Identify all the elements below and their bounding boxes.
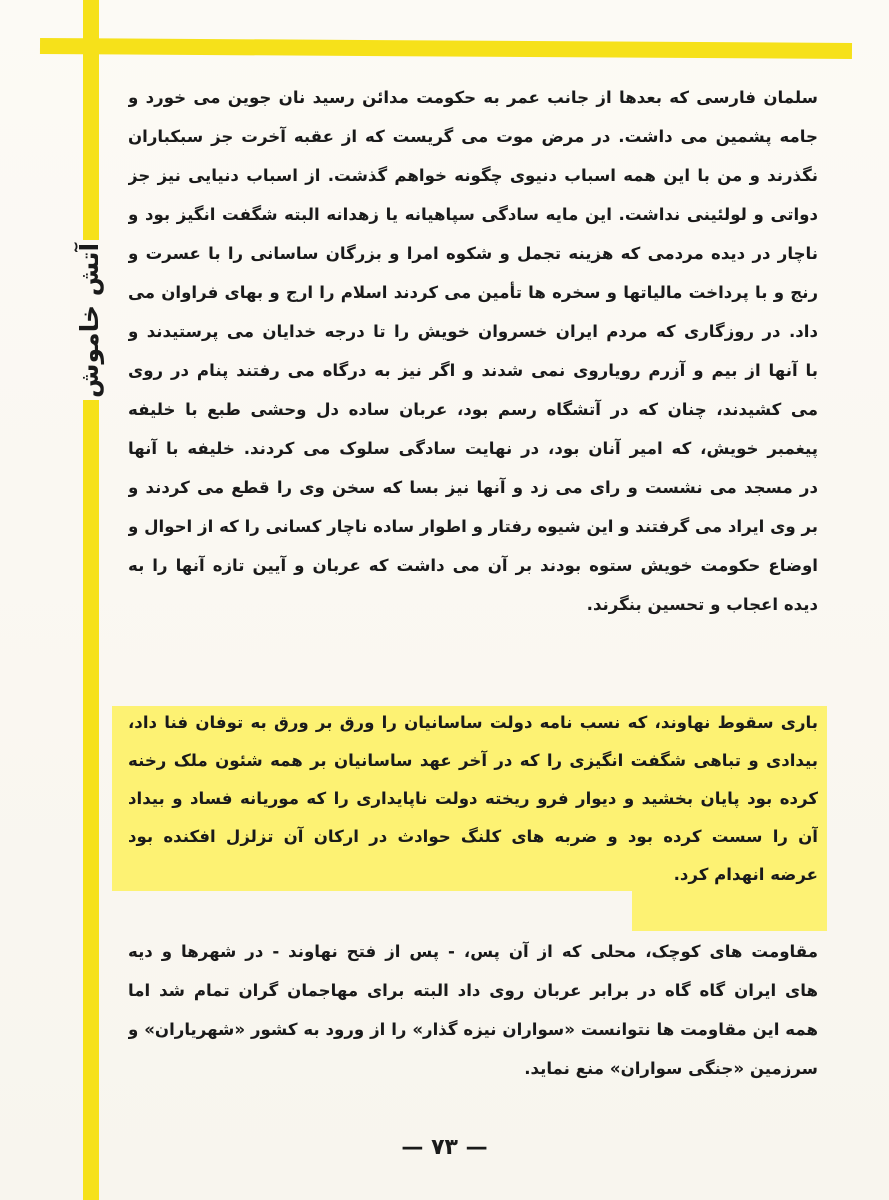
text-line: نگذرند و من با این همه اسباب دنیوی چگونه خواهم گذشت. از اسباب دنیایی نیز جز [128, 166, 818, 185]
highlight-last-line [632, 889, 827, 931]
side-title-box [70, 240, 110, 400]
text-line: همه این مقاومت ها نتوانست «سواران نیزه گذار» را از ورود به کشور «شهریاران» و [128, 1020, 818, 1039]
text-line: عرضه انهدام کرد. [673, 865, 818, 884]
text-line: کرده بود پایان بخشید و دیوار فرو ریخته دولت ناپایداری را که موریانه فساد و بیداد [128, 789, 818, 808]
text-line: های ایران گاه گاه در برابر عربان روی داد البته برای مهاجمان گران تمام شد اما [128, 981, 818, 1000]
text-line: مقاومت های کوچک، محلی که از آن پس، - پس از فتح نهاوند - در شهرها و دیه [128, 942, 818, 961]
text-line: بر وی ایراد می گرفتند و این شیوه رفتار و اطوار ساده ناچار کسانی را که از احوال و [128, 517, 818, 536]
side-title: آتش خاموش [75, 242, 105, 398]
page-number: — ۷۳ — [401, 1135, 488, 1160]
text-line: ناچار در دیده مردمی که هزینه تجمل و شکوه امرا و بزرگان ساسانی را با عسرت و [128, 244, 818, 263]
text-line: با آنها از بیم و آزرم رویاروی نمی شدند و اگر نیز به درگاه می رفتند پنام در روی [128, 361, 818, 380]
text-line: رنج و با پرداخت مالیاتها و سخره ها تأمین می کردند اسلام را ارج و بهای فراوان می [128, 283, 818, 302]
top-yellow-bar [40, 38, 852, 59]
text-line: داد. در روزگاری که مردم ایران خسروان خویش را تا درجه خدایان می پرستیدند و [128, 322, 818, 341]
text-line: سلمان فارسی که بعدها از جانب عمر به حکومت مدائن رسید نان جوین می خورد و [128, 88, 818, 107]
text-line: اوضاع حکومت خویش ستوه بودند بر آن می داشت که عربان و آیین تازه آنها را به [128, 556, 818, 575]
text-line: باری سقوط نهاوند، که نسب نامه دولت ساسانیان را ورق بر ورق به توفان فنا داد، [128, 713, 818, 732]
text-line: دیده اعجاب و تحسین بنگرند. [586, 595, 818, 614]
text-line: آن را سست کرده بود و ضربه های کلنگ حوادث در ارکان آن تزلزل افکنده بود [128, 827, 818, 846]
text-line: پیغمبر خویش، که امیر آنان بود، در نهایت سادگی سلوک می کردند. خلیفه با آنها [128, 439, 818, 458]
side-yellow-bar [83, 0, 99, 1200]
text-line: سرزمین «جنگی سواران» منع نماید. [524, 1059, 818, 1078]
text-line: دواتی و لولئینی نداشت. این مایه سادگی سپاهیانه یا زهدانه البته شگفت انگیز بود و [128, 205, 818, 224]
paragraph-2-highlighted [128, 704, 818, 894]
text-line: در مسجد می نشست و رای می زد و آنها نیز بسا که سخن وی را قطع می کردند و [128, 478, 818, 497]
paragraph-3 [128, 932, 818, 1088]
text-line: می کشیدند، چنان که در آتشگاه رسم بود، عربان ساده دل وحشی طبع با خلیفه [128, 400, 818, 419]
text-line: جامه پشمین می داشت. در مرض موت می گریست که از عقبه آخرت جز سبکباران [128, 127, 818, 146]
paragraph-1 [128, 78, 818, 624]
text-line: بیدادی و تباهی شگفت انگیزی را که در آخر عهد ساسانیان بر همه شئون ملک رخنه [128, 751, 818, 770]
